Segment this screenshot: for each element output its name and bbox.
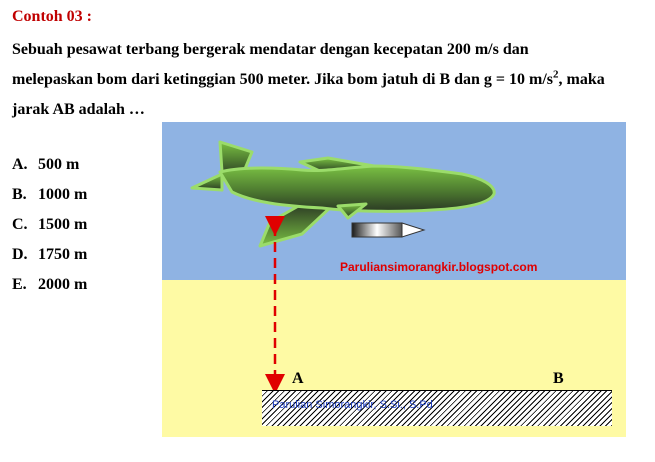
- option-letter: E.: [12, 276, 27, 293]
- option-b[interactable]: [12, 180, 87, 210]
- plane-stabilizer: [192, 174, 222, 190]
- option-letter: D.: [12, 246, 28, 263]
- answer-options: [12, 150, 87, 300]
- example-heading: Contoh 03 :: [12, 8, 93, 25]
- exponent: 2: [553, 68, 559, 81]
- option-e[interactable]: [12, 270, 87, 300]
- option-c[interactable]: [12, 210, 87, 240]
- option-a[interactable]: [12, 150, 87, 180]
- author-watermark: Parulian Simorangkir, S.Si., S.Pd: [272, 399, 433, 411]
- question-line-1: Sebuah pesawat terbang bergerak mendatar dengan kecepatan 200 m/s dan: [12, 41, 529, 58]
- option-text: 1500 m: [38, 216, 88, 233]
- bomb: [352, 223, 424, 237]
- option-text: 500 m: [38, 156, 80, 173]
- question-text: [12, 35, 636, 125]
- option-text: 1000 m: [38, 186, 88, 203]
- point-b-label: B: [553, 370, 564, 387]
- option-letter: B.: [12, 186, 27, 203]
- option-letter: A.: [12, 156, 28, 173]
- blog-watermark: Paruliansimorangkir.blogspot.com: [340, 260, 538, 274]
- option-letter: C.: [12, 216, 28, 233]
- question-line-2: melepaskan bom dari ketinggian 500 meter. Jika bom jatuh di B dan g = 10 m/s: [12, 71, 554, 88]
- option-text: 2000 m: [38, 276, 88, 293]
- projectile-figure: [162, 122, 626, 437]
- option-d[interactable]: [12, 240, 87, 270]
- question-line-3: jarak AB adalah …: [12, 101, 145, 118]
- point-a-label: A: [292, 370, 304, 387]
- option-text: 1750 m: [38, 246, 88, 263]
- plane-lower-wing: [260, 204, 334, 246]
- question-line-2-end: , maka: [558, 71, 605, 88]
